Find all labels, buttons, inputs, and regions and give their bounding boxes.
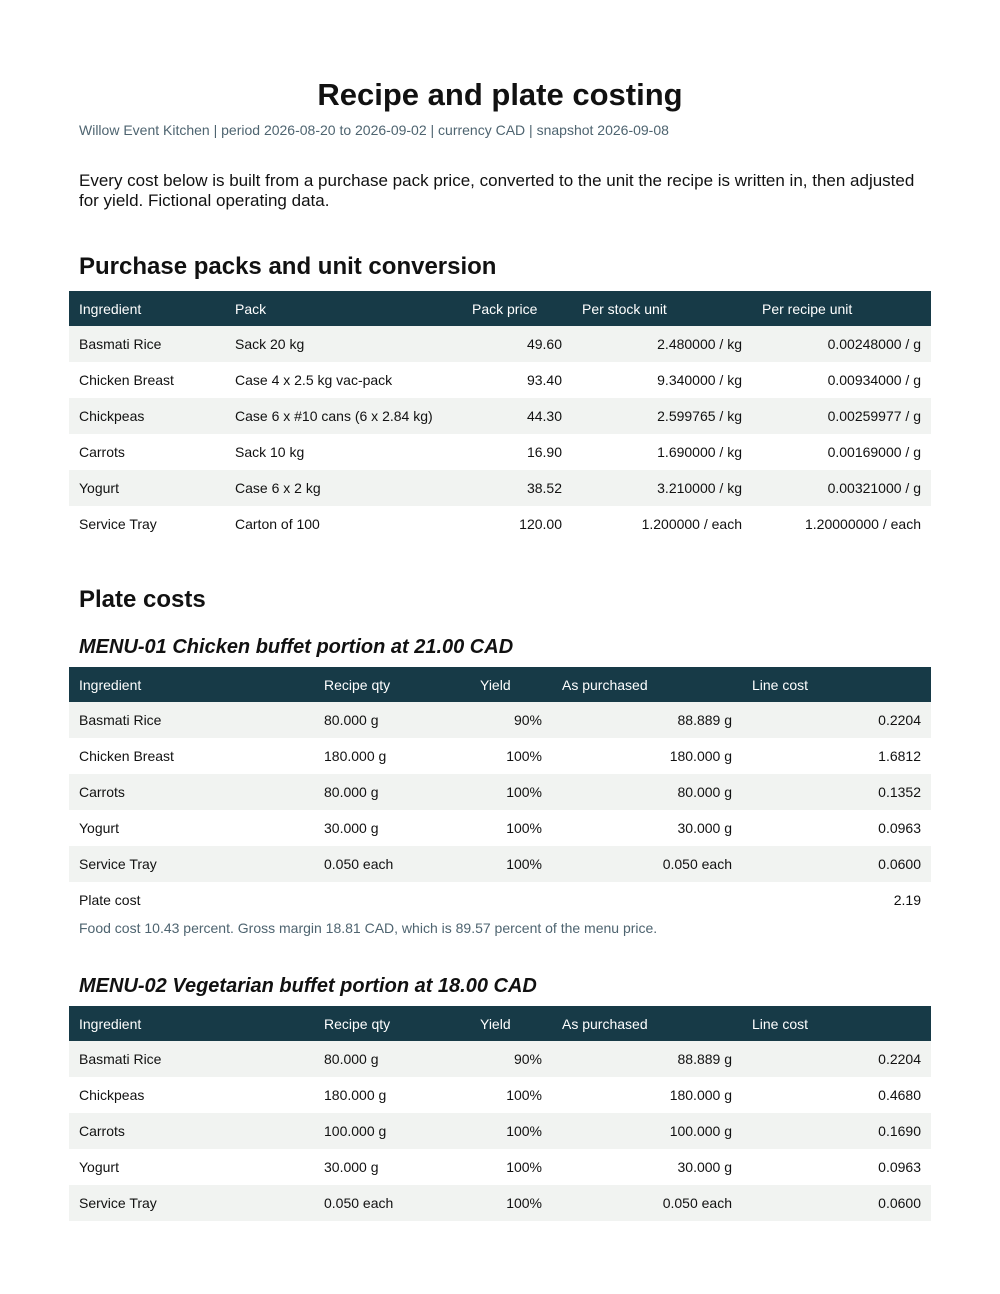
- cell-yield: 100%: [470, 774, 552, 810]
- cell-as-purchased: 100.000 g: [552, 1113, 742, 1149]
- cell-yield: 100%: [470, 1185, 552, 1221]
- cell-per-stock-unit: 1.690000 / kg: [572, 434, 752, 470]
- cell-yield: 100%: [470, 1149, 552, 1185]
- cell-ingredient: Basmati Rice: [69, 1041, 314, 1077]
- cell-ingredient: Basmati Rice: [69, 326, 225, 362]
- cell-per-recipe-unit: 0.00248000 / g: [752, 326, 931, 362]
- cell-recipe-qty: 80.000 g: [314, 702, 470, 738]
- cell-per-stock-unit: 3.210000 / kg: [572, 470, 752, 506]
- cell-per-stock-unit: 1.200000 / each: [572, 506, 752, 542]
- menu-01-header-row: [69, 667, 931, 702]
- cell-line-cost: 0.1352: [742, 774, 931, 810]
- packs-header-row: [69, 291, 931, 326]
- cell-yield: 100%: [470, 738, 552, 774]
- cell-recipe-qty: 180.000 g: [314, 738, 470, 774]
- menu-01-table: [69, 667, 931, 918]
- menu-01-note: Food cost 10.43 percent. Gross margin 18.81 CAD, which is 89.57 percent of the menu price.: [79, 920, 658, 936]
- cell-as-purchased: 0.050 each: [552, 846, 742, 882]
- cell-ingredient: Service Tray: [69, 506, 225, 542]
- table-row: [69, 362, 931, 398]
- cell-ingredient: Chickpeas: [69, 1077, 314, 1113]
- menu-02-title: MENU-02 Vegetarian buffet portion at 18.00 CAD: [79, 975, 537, 997]
- cell-pack-price: 44.30: [462, 398, 572, 434]
- menu-02-header-row: [69, 1006, 931, 1041]
- cell-pack: Case 6 x 2 kg: [225, 470, 462, 506]
- cell-recipe-qty: 30.000 g: [314, 810, 470, 846]
- menu-02-table: [69, 1006, 931, 1221]
- cell-recipe-qty: 30.000 g: [314, 1149, 470, 1185]
- cell-ingredient: Basmati Rice: [69, 702, 314, 738]
- cell-ingredient: Carrots: [69, 1113, 314, 1149]
- cell-per-recipe-unit: 0.00934000 / g: [752, 362, 931, 398]
- plate-cost-label: Plate cost: [69, 882, 314, 918]
- cell-pack-price: 38.52: [462, 470, 572, 506]
- cell-yield: 90%: [470, 702, 552, 738]
- cell-line-cost: 0.2204: [742, 702, 931, 738]
- cell-pack: Sack 20 kg: [225, 326, 462, 362]
- cell-pack-price: 49.60: [462, 326, 572, 362]
- table-row: [69, 1149, 931, 1185]
- cell-ingredient: Yogurt: [69, 1149, 314, 1185]
- col-line-cost: Line cost: [742, 667, 931, 702]
- table-row: [69, 738, 931, 774]
- page-title: Recipe and plate costing: [317, 77, 683, 112]
- col-ingredient: Ingredient: [69, 667, 314, 702]
- cell-ingredient: Chicken Breast: [69, 362, 225, 398]
- table-row: [69, 326, 931, 362]
- col-line-cost: Line cost: [742, 1006, 931, 1041]
- packs-table: [69, 291, 931, 542]
- table-row: [69, 702, 931, 738]
- cell-yield: 100%: [470, 810, 552, 846]
- cell-ingredient: Carrots: [69, 774, 314, 810]
- cell-ingredient: Service Tray: [69, 1185, 314, 1221]
- cell-as-purchased: 30.000 g: [552, 810, 742, 846]
- cell-recipe-qty: 180.000 g: [314, 1077, 470, 1113]
- table-row: [69, 434, 931, 470]
- cell-pack-price: 93.40: [462, 362, 572, 398]
- cell-yield: 100%: [470, 1113, 552, 1149]
- col-pack: Pack: [225, 291, 462, 326]
- cell-recipe-qty: 0.050 each: [314, 1185, 470, 1221]
- cell-yield: 100%: [470, 846, 552, 882]
- cell-pack: Carton of 100: [225, 506, 462, 542]
- cell-recipe-qty: 100.000 g: [314, 1113, 470, 1149]
- intro-paragraph: Every cost below is built from a purchase pack price, converted to the unit the recipe is written in, then adjusted for yield. Fictional operating data.: [79, 171, 915, 210]
- cell-line-cost: 1.6812: [742, 738, 931, 774]
- col-pack-price: Pack price: [462, 291, 572, 326]
- col-as-purchased: As purchased: [552, 667, 742, 702]
- cell-ingredient: Yogurt: [69, 470, 225, 506]
- col-per-stock-unit: Per stock unit: [572, 291, 752, 326]
- cell-line-cost: 0.2204: [742, 1041, 931, 1077]
- table-row: [69, 774, 931, 810]
- cell-recipe-qty: 80.000 g: [314, 1041, 470, 1077]
- cell-ingredient: Service Tray: [69, 846, 314, 882]
- cell-line-cost: 0.0600: [742, 846, 931, 882]
- plates-heading: Plate costs: [79, 586, 206, 613]
- cell-yield: 90%: [470, 1041, 552, 1077]
- table-row: [69, 506, 931, 542]
- cell-ingredient: Chickpeas: [69, 398, 225, 434]
- cell-line-cost: 0.1690: [742, 1113, 931, 1149]
- table-row: [69, 1041, 931, 1077]
- cell-per-stock-unit: 2.599765 / kg: [572, 398, 752, 434]
- cell-per-recipe-unit: 0.00169000 / g: [752, 434, 931, 470]
- cell-line-cost: 0.0600: [742, 1185, 931, 1221]
- cell-as-purchased: 30.000 g: [552, 1149, 742, 1185]
- col-yield: Yield: [470, 667, 552, 702]
- cell-ingredient: Chicken Breast: [69, 738, 314, 774]
- plate-cost-value: 2.19: [742, 882, 931, 918]
- packs-heading: Purchase packs and unit conversion: [79, 253, 497, 280]
- cell-pack-price: 16.90: [462, 434, 572, 470]
- menu-01-title: MENU-01 Chicken buffet portion at 21.00 CAD: [79, 636, 514, 658]
- cell-line-cost: 0.0963: [742, 810, 931, 846]
- col-ingredient: Ingredient: [69, 1006, 314, 1041]
- table-row: [69, 470, 931, 506]
- table-row: [69, 1185, 931, 1221]
- col-per-recipe-unit: Per recipe unit: [752, 291, 931, 326]
- cell-pack-price: 120.00: [462, 506, 572, 542]
- col-ingredient: Ingredient: [69, 291, 225, 326]
- cell-as-purchased: 80.000 g: [552, 774, 742, 810]
- cell-per-recipe-unit: 0.00259977 / g: [752, 398, 931, 434]
- table-row: [69, 810, 931, 846]
- cell-per-recipe-unit: 0.00321000 / g: [752, 470, 931, 506]
- cell-pack: Sack 10 kg: [225, 434, 462, 470]
- cell-line-cost: 0.0963: [742, 1149, 931, 1185]
- cell-per-recipe-unit: 1.20000000 / each: [752, 506, 931, 542]
- cell-per-stock-unit: 2.480000 / kg: [572, 326, 752, 362]
- cell-as-purchased: 88.889 g: [552, 1041, 742, 1077]
- cell-as-purchased: 88.889 g: [552, 702, 742, 738]
- cell-per-stock-unit: 9.340000 / kg: [572, 362, 752, 398]
- cell-ingredient: Yogurt: [69, 810, 314, 846]
- cell-line-cost: 0.4680: [742, 1077, 931, 1113]
- col-recipe-qty: Recipe qty: [314, 667, 470, 702]
- col-as-purchased: As purchased: [552, 1006, 742, 1041]
- cell-as-purchased: 180.000 g: [552, 738, 742, 774]
- col-recipe-qty: Recipe qty: [314, 1006, 470, 1041]
- table-row: [69, 846, 931, 882]
- cell-as-purchased: 180.000 g: [552, 1077, 742, 1113]
- cell-pack: Case 4 x 2.5 kg vac-pack: [225, 362, 462, 398]
- cell-yield: 100%: [470, 1077, 552, 1113]
- plate-cost-row: [69, 882, 931, 918]
- cell-recipe-qty: 80.000 g: [314, 774, 470, 810]
- cell-recipe-qty: 0.050 each: [314, 846, 470, 882]
- cell-as-purchased: 0.050 each: [552, 1185, 742, 1221]
- report-meta: Willow Event Kitchen | period 2026-08-20 to 2026-09-02 | currency CAD | snapshot 2026-09-08: [79, 122, 669, 138]
- table-row: [69, 398, 931, 434]
- col-yield: Yield: [470, 1006, 552, 1041]
- cell-pack: Case 6 x #10 cans (6 x 2.84 kg): [225, 398, 462, 434]
- table-row: [69, 1077, 931, 1113]
- cell-ingredient: Carrots: [69, 434, 225, 470]
- table-row: [69, 1113, 931, 1149]
